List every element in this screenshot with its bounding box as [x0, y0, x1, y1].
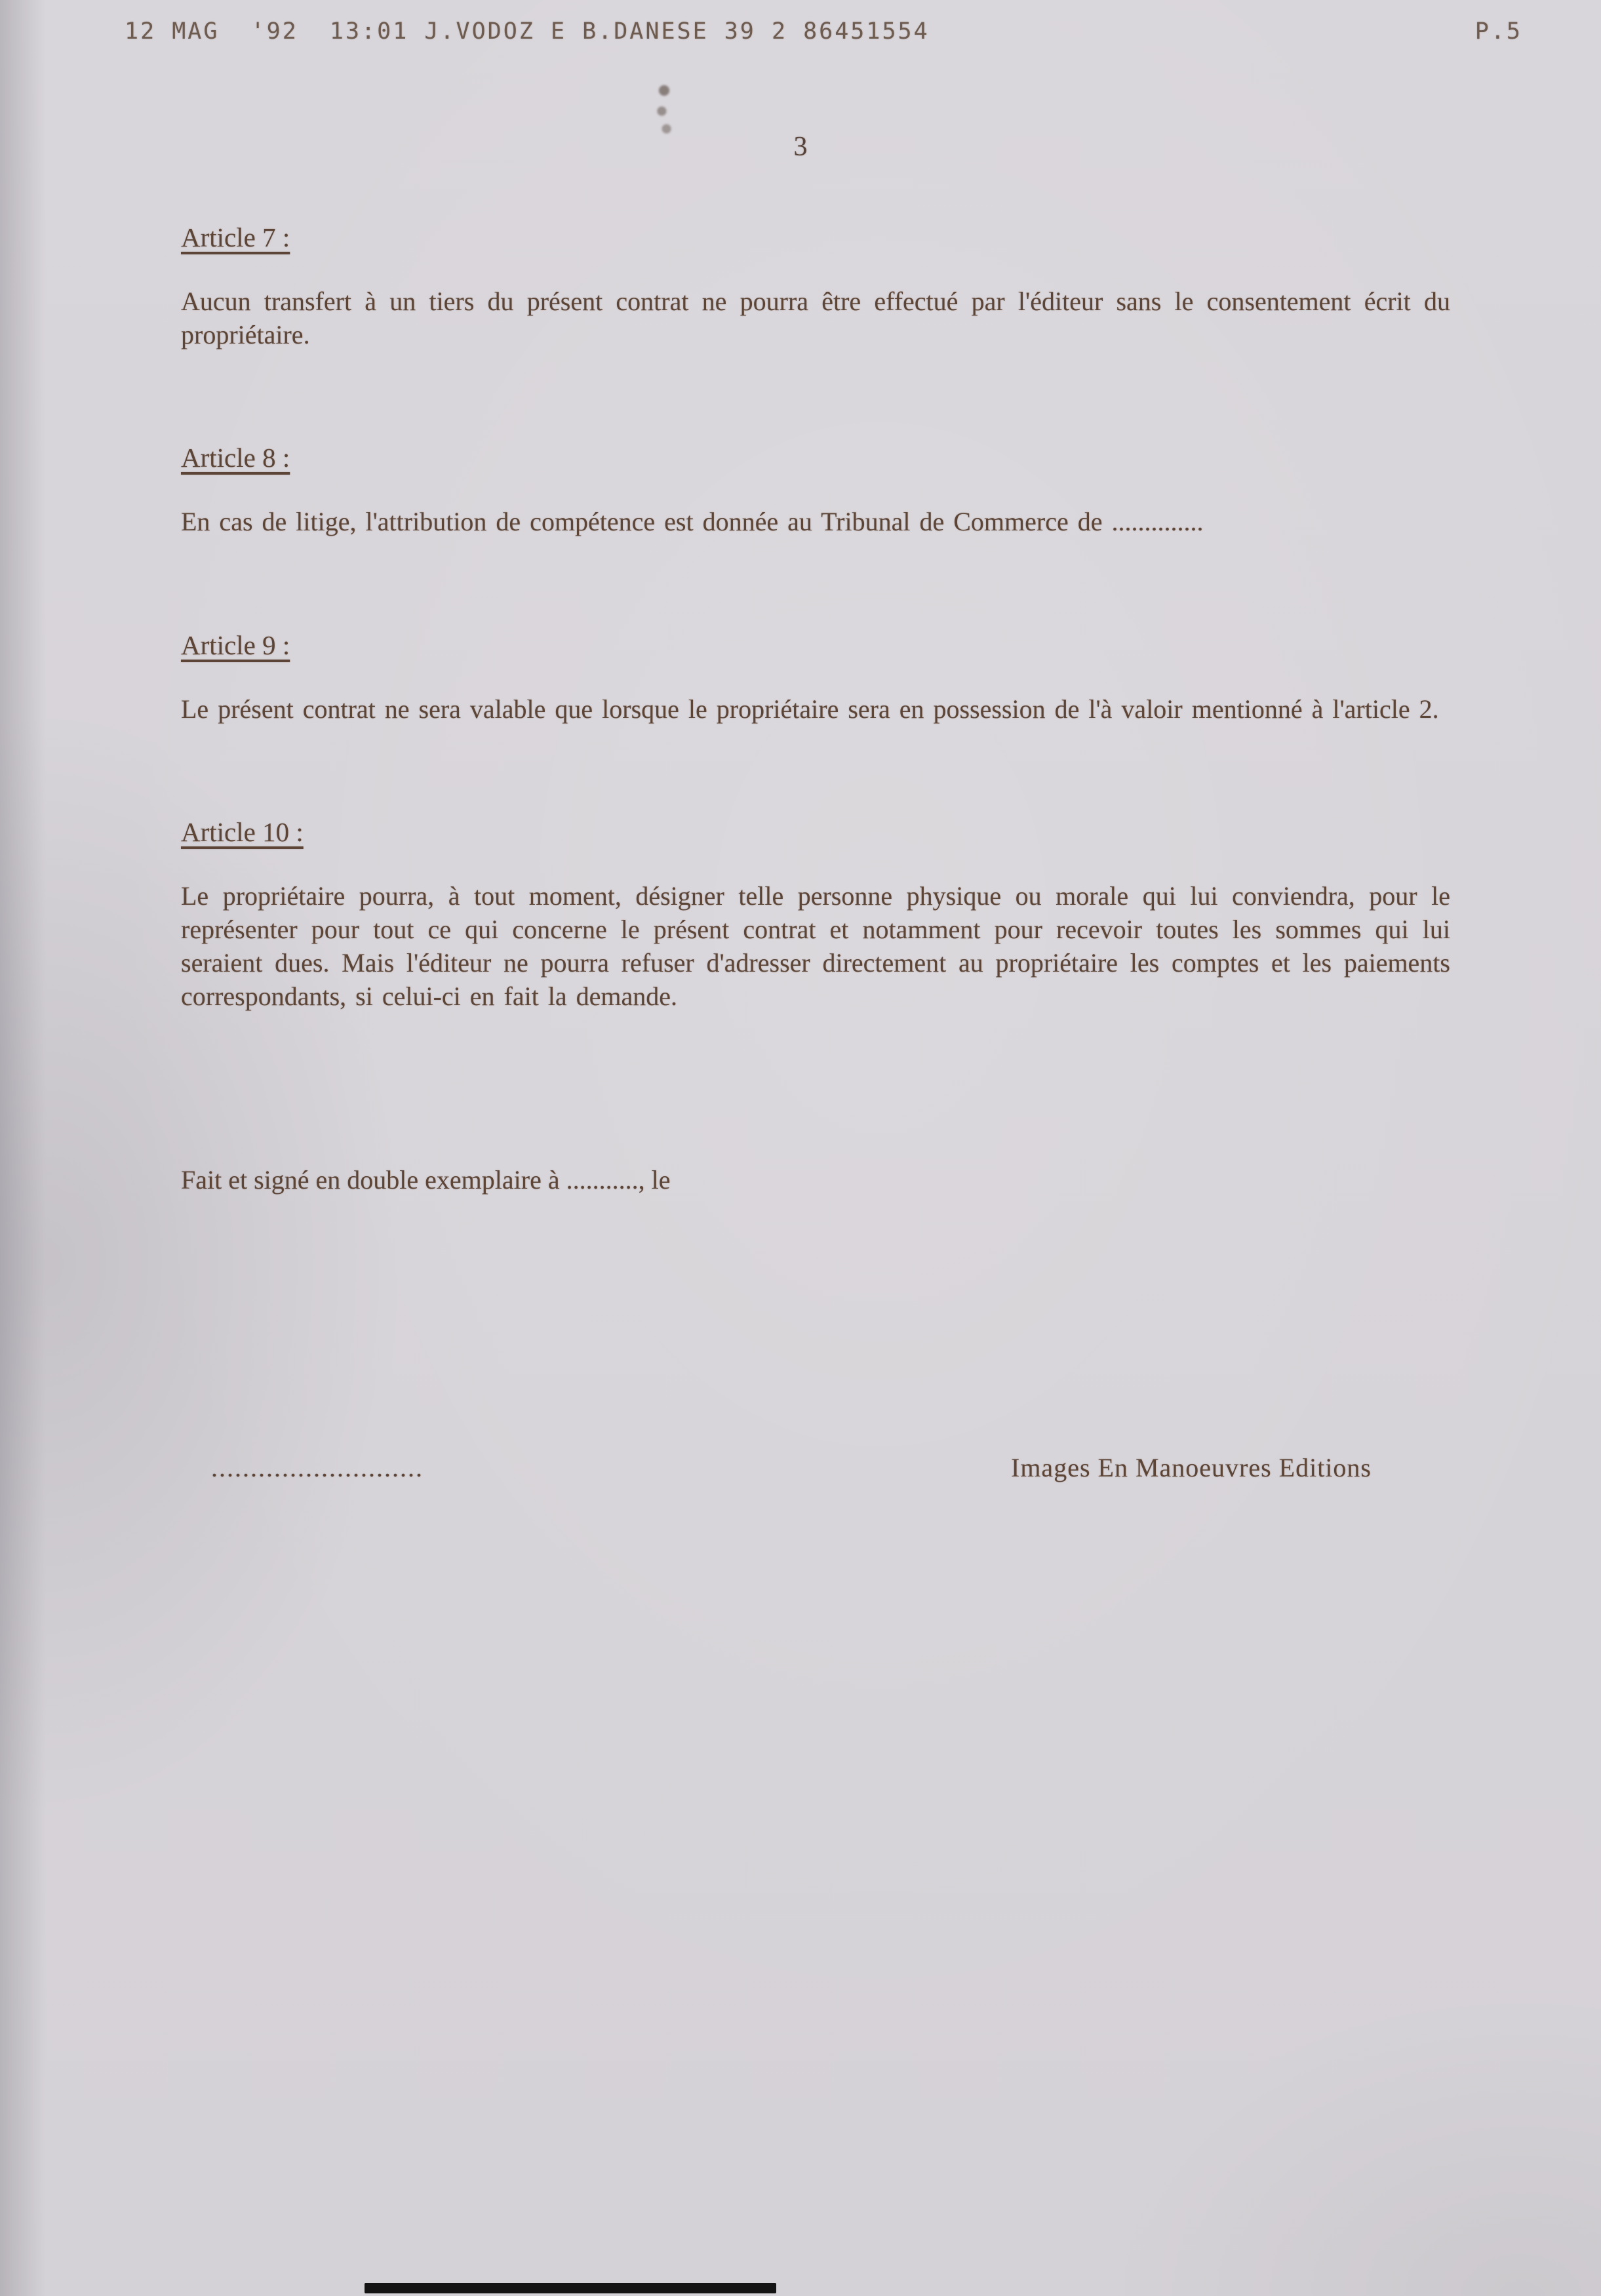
article-9-section — [181, 629, 1450, 726]
article-9-text: Le présent contrat ne sera valable que lorsque le propriétaire sera en possession de l'à valoir mentionné à l'article 2. — [181, 694, 1439, 724]
article-7-heading: Article 7 : — [181, 222, 290, 252]
signature-dots: ........................... — [211, 1452, 424, 1482]
scan-artifact-bar — [365, 2283, 776, 2293]
article-7-text: Aucun transfert à un tiers du présent contrat ne pourra être effectué par l'éditeur sans le consentement écrit du propriétaire. — [181, 287, 1450, 350]
publisher-signature-label: Images En Manoeuvres Editions — [1011, 1452, 1372, 1482]
fax-header-meta: 12 MAG '92 13:01 J.VODOZ E B.DANESE 39 2 86451554 — [125, 18, 930, 45]
article-10-heading: Article 10 : — [181, 816, 304, 847]
article-8-heading: Article 8 : — [181, 443, 290, 473]
article-10-text: Le propriétaire pourra, à tout moment, désigner telle personne physique ou morale qui lui conviendra, pour le représenter pour tout ce qui concerne le présent contrat et notamment pour recevoir toutes les sommes qui lui seraient dues. Mais l'éditeur ne pourra refuser d'adresser directement au propriétaire les comptes et les paiements correspondants, si celui-ci en fait la demande. — [181, 881, 1450, 1012]
fax-header — [125, 18, 1522, 45]
fax-page-indicator: P.5 — [1474, 18, 1522, 45]
closing-line: Fait et signé en double exemplaire à ..........., le — [181, 1164, 671, 1195]
page-number: 3 — [793, 132, 808, 162]
contract-body — [181, 222, 1450, 1483]
article-8-section — [181, 442, 1450, 538]
article-7-section — [181, 222, 1450, 351]
scan-edge-shadow — [0, 0, 46, 2296]
article-8-text: En cas de litige, l'attribution de compétence est donnée au Tribunal de Commerce de .............. — [181, 507, 1204, 537]
signature-row — [181, 1452, 1450, 1483]
ink-smudge — [652, 79, 676, 138]
article-9-heading: Article 9 : — [181, 629, 290, 660]
article-10-section — [181, 816, 1450, 1014]
